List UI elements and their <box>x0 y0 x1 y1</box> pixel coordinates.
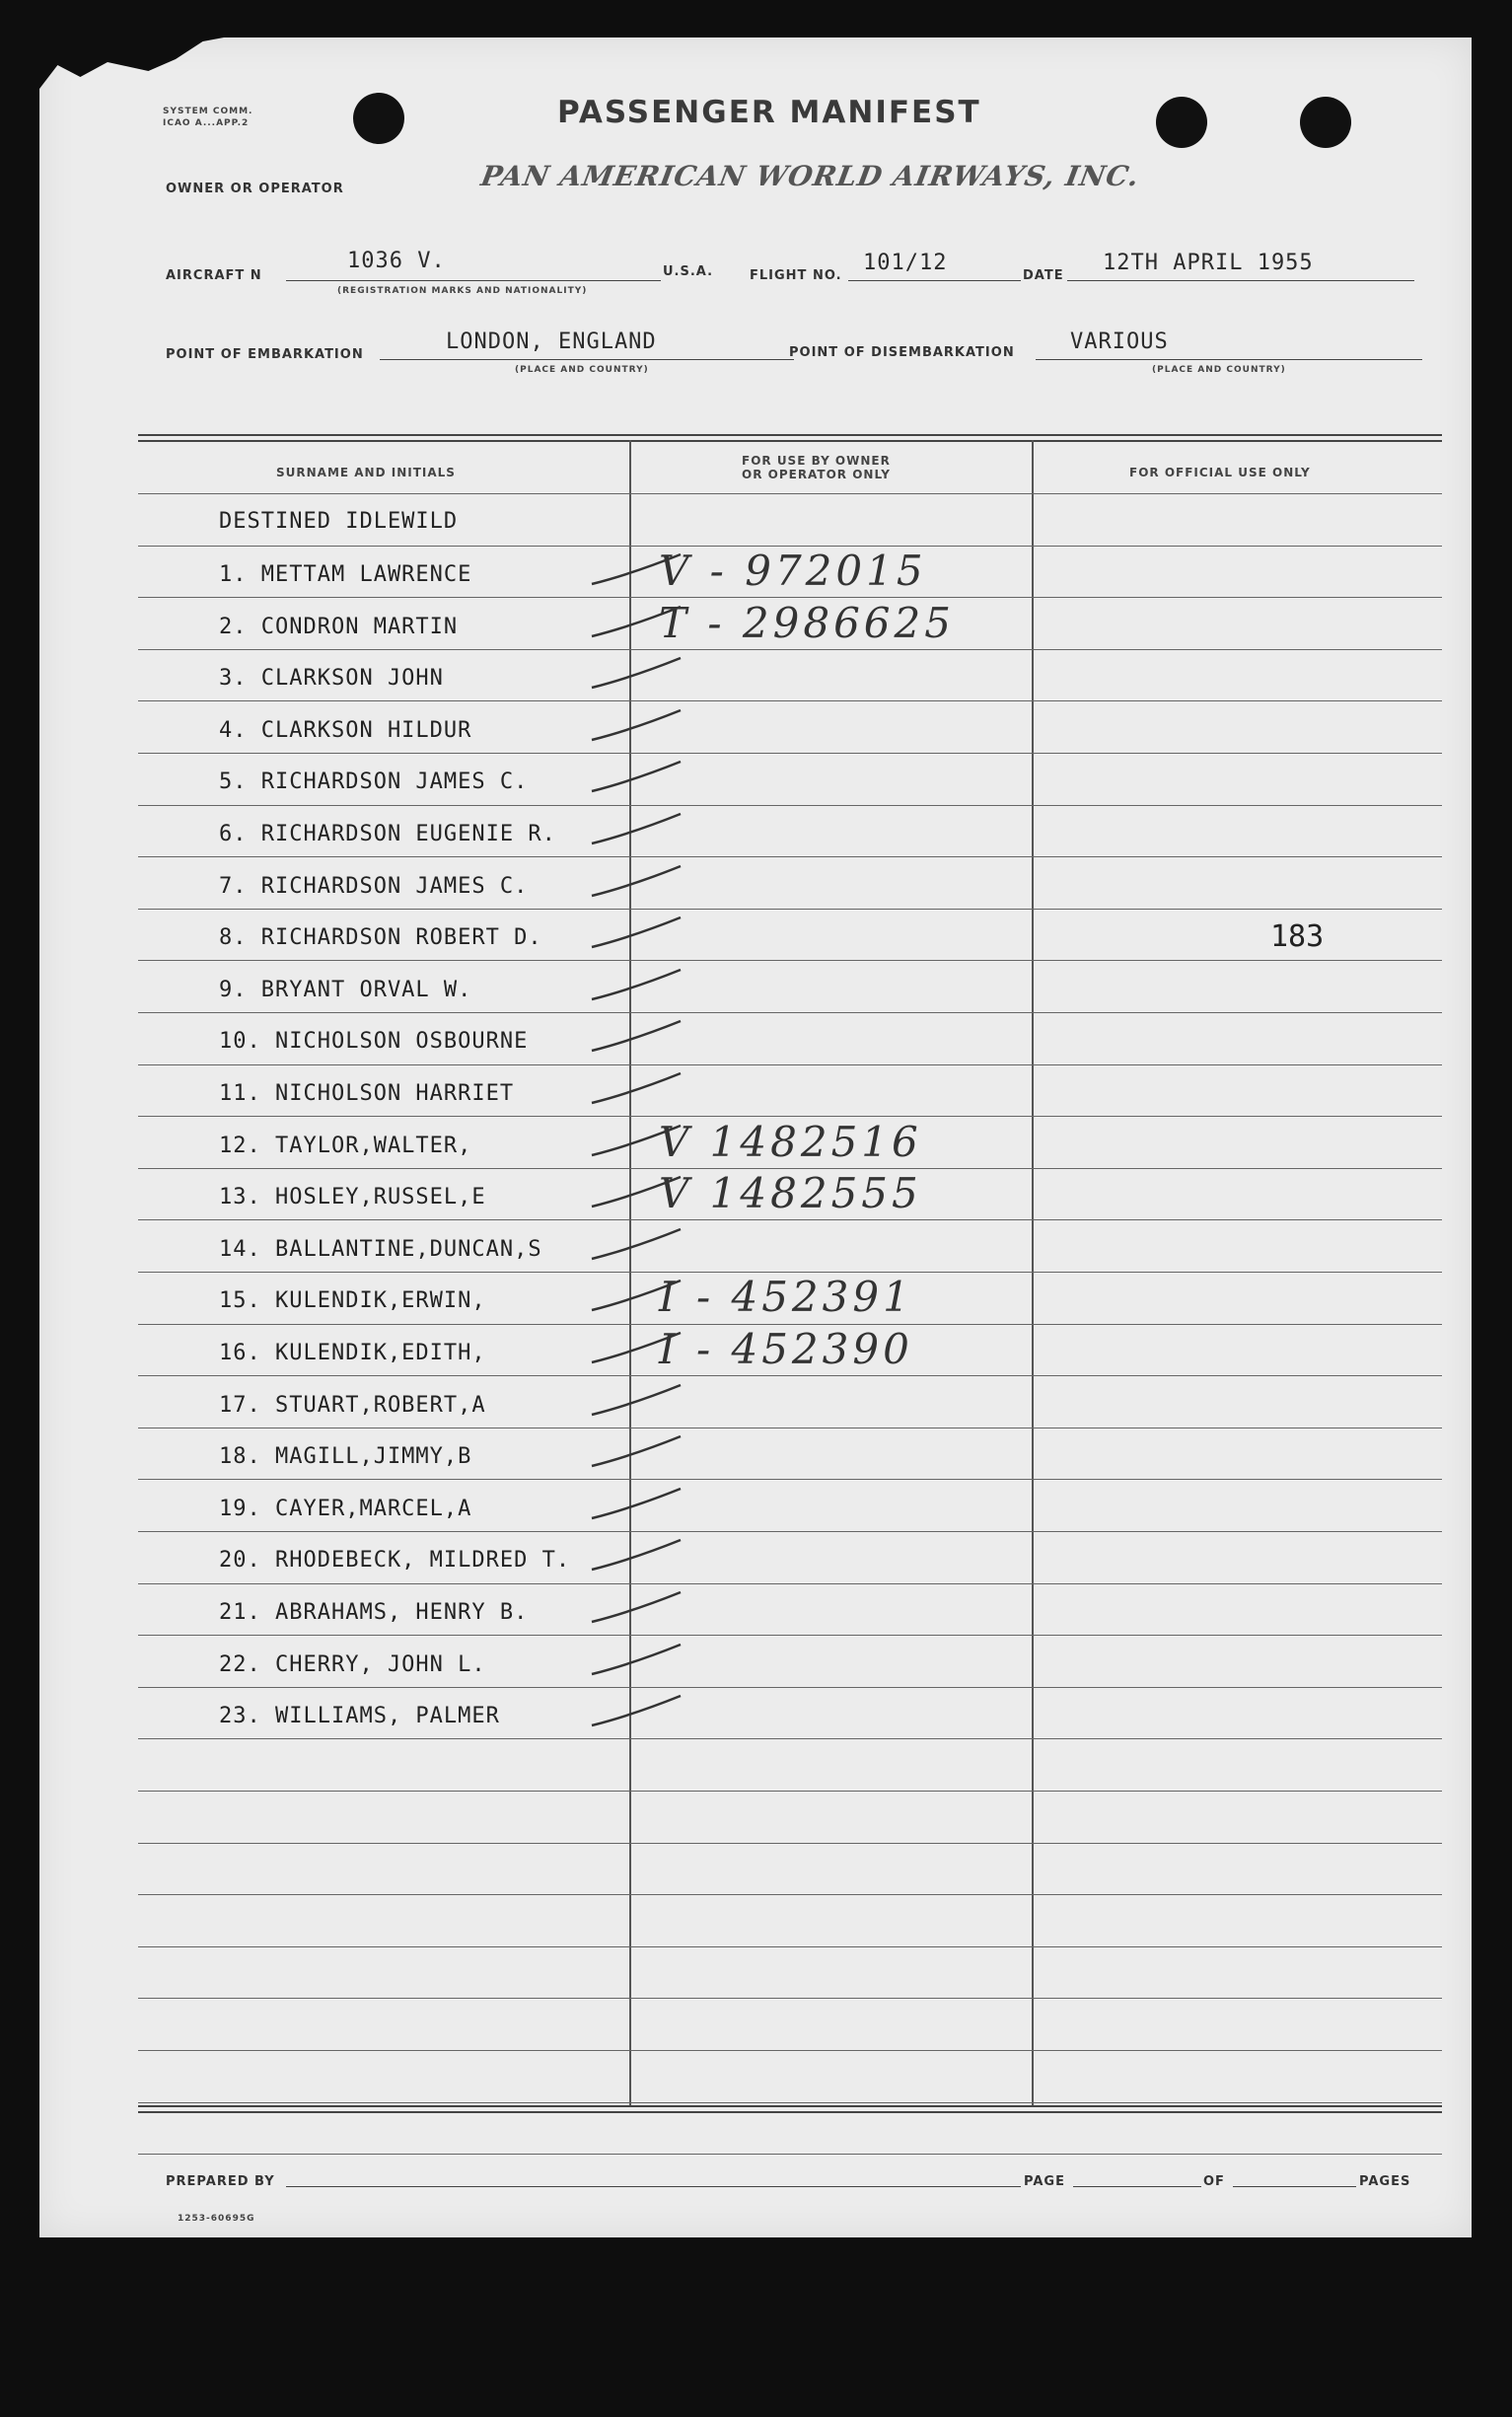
destination-note: DESTINED IDLEWILD <box>219 509 459 534</box>
passenger-name: 23. WILLIAMS, PALMER <box>219 1704 500 1728</box>
check-mark <box>592 814 681 843</box>
disembark-sublabel: (PLACE AND COUNTRY) <box>1152 365 1286 375</box>
passport-number: V - 972015 <box>659 547 927 595</box>
check-mark <box>592 1229 681 1259</box>
passenger-name: 11. NICHOLSON HARRIET <box>219 1081 515 1106</box>
prepared-label: PREPARED BY <box>166 2174 275 2189</box>
operator-name: PAN AMERICAN WORLD AIRWAYS, INC. <box>478 160 1143 192</box>
check-mark <box>592 1073 681 1103</box>
check-mark <box>592 710 681 740</box>
passenger-name: 10. NICHOLSON OSBOURNE <box>219 1029 529 1054</box>
passport-number: V 1482516 <box>659 1118 922 1166</box>
check-mark <box>592 1592 681 1622</box>
passport-number: V 1482555 <box>659 1169 922 1217</box>
passenger-name: 4. CLARKSON HILDUR <box>219 718 472 743</box>
passenger-name: 20. RHODEBECK, MILDRED T. <box>219 1548 571 1573</box>
passenger-name: 17. STUART,ROBERT,A <box>219 1393 486 1418</box>
passport-number: T - 2986625 <box>659 599 955 647</box>
passenger-name: 16. KULENDIK,EDITH, <box>219 1341 486 1365</box>
check-mark <box>592 1281 681 1310</box>
check-mark <box>592 1385 681 1415</box>
check-mark <box>592 658 681 688</box>
strikethrough-note <box>730 917 744 952</box>
passenger-name: 2. CONDRON MARTIN <box>219 615 459 639</box>
date-label: DATE <box>1023 268 1064 283</box>
embark-label: POINT OF EMBARKATION <box>166 347 364 362</box>
passenger-name: 5. RICHARDSON JAMES C. <box>219 769 529 794</box>
col2-header-1: FOR USE BY OWNER <box>742 454 891 468</box>
check-mark <box>592 1489 681 1518</box>
passenger-name: 21. ABRAHAMS, HENRY B. <box>219 1600 529 1625</box>
passenger-name: 13. HOSLEY,RUSSEL,E <box>219 1185 486 1209</box>
col2-header-2: OR OPERATOR ONLY <box>742 468 891 481</box>
date-value: 12TH APRIL 1955 <box>1103 251 1314 275</box>
passport-number: I - 452390 <box>659 1325 913 1373</box>
prepared-underline <box>286 2186 1021 2187</box>
aircraft-sublabel: (REGISTRATION MARKS AND NATIONALITY) <box>337 286 588 296</box>
check-mark <box>592 762 681 791</box>
check-mark <box>592 1126 681 1155</box>
table-bottom-rule-2 <box>138 2111 1442 2113</box>
disembark-value: VARIOUS <box>1070 330 1169 354</box>
check-mark <box>592 1177 681 1207</box>
check-mark <box>592 1333 681 1362</box>
of-label: OF <box>1203 2174 1225 2189</box>
aircraft-label: AIRCRAFT N <box>166 268 262 283</box>
official-mark: 183 <box>1270 919 1325 954</box>
check-mark <box>592 1436 681 1466</box>
check-mark <box>592 1645 681 1674</box>
embark-value: LONDON, ENGLAND <box>446 330 657 354</box>
pages-label: PAGES <box>1359 2174 1411 2189</box>
col1-header: SURNAME AND INITIALS <box>276 466 456 479</box>
page-label: PAGE <box>1024 2174 1065 2189</box>
flight-label: FLIGHT NO. <box>750 268 842 283</box>
passenger-name: 1. METTAM LAWRENCE <box>219 562 472 587</box>
check-mark <box>592 1540 681 1570</box>
check-mark <box>592 1696 681 1725</box>
page-title: PASSENGER MANIFEST <box>557 95 981 130</box>
check-mark <box>592 1021 681 1051</box>
form-number: 1253-60695G <box>178 2214 255 2224</box>
passenger-name: 9. BRYANT ORVAL W. <box>219 978 472 1002</box>
passenger-name: 6. RICHARDSON EUGENIE R. <box>219 822 556 846</box>
corner-note-1: SYSTEM COMM. <box>163 107 253 116</box>
embark-sublabel: (PLACE AND COUNTRY) <box>515 365 649 375</box>
owner-label: OWNER OR OPERATOR <box>166 182 344 196</box>
check-mark <box>592 554 681 584</box>
passenger-name: 19. CAYER,MARCEL,A <box>219 1497 472 1521</box>
passenger-name: 15. KULENDIK,ERWIN, <box>219 1288 486 1313</box>
corner-note-2: ICAO A...APP.2 <box>163 118 250 128</box>
passenger-name: 12. TAYLOR,WALTER, <box>219 1134 472 1158</box>
flight-value: 101/12 <box>863 251 948 275</box>
page-underline <box>1073 2186 1201 2187</box>
check-mark <box>592 970 681 999</box>
passenger-name: 3. CLARKSON JOHN <box>219 666 444 691</box>
check-mark <box>592 917 681 947</box>
disembark-label: POINT OF DISEMBARKATION <box>789 345 1015 360</box>
passenger-name: 18. MAGILL,JIMMY,B <box>219 1444 472 1469</box>
passport-number: I - 452391 <box>659 1273 913 1321</box>
passenger-name: 14. BALLANTINE,DUNCAN,S <box>219 1237 542 1262</box>
of-underline <box>1233 2186 1356 2187</box>
check-mark <box>592 607 681 636</box>
aircraft-value: 1036 V. <box>347 249 446 273</box>
table-bottom-rule <box>138 2105 1442 2107</box>
passenger-name: 8. RICHARDSON ROBERT D. <box>219 925 542 950</box>
check-mark <box>592 866 681 896</box>
col3-header: FOR OFFICIAL USE ONLY <box>1129 466 1311 479</box>
usa-label: U.S.A. <box>663 264 714 279</box>
passenger-name: 7. RICHARDSON JAMES C. <box>219 874 529 899</box>
passenger-name: 22. CHERRY, JOHN L. <box>219 1652 486 1677</box>
